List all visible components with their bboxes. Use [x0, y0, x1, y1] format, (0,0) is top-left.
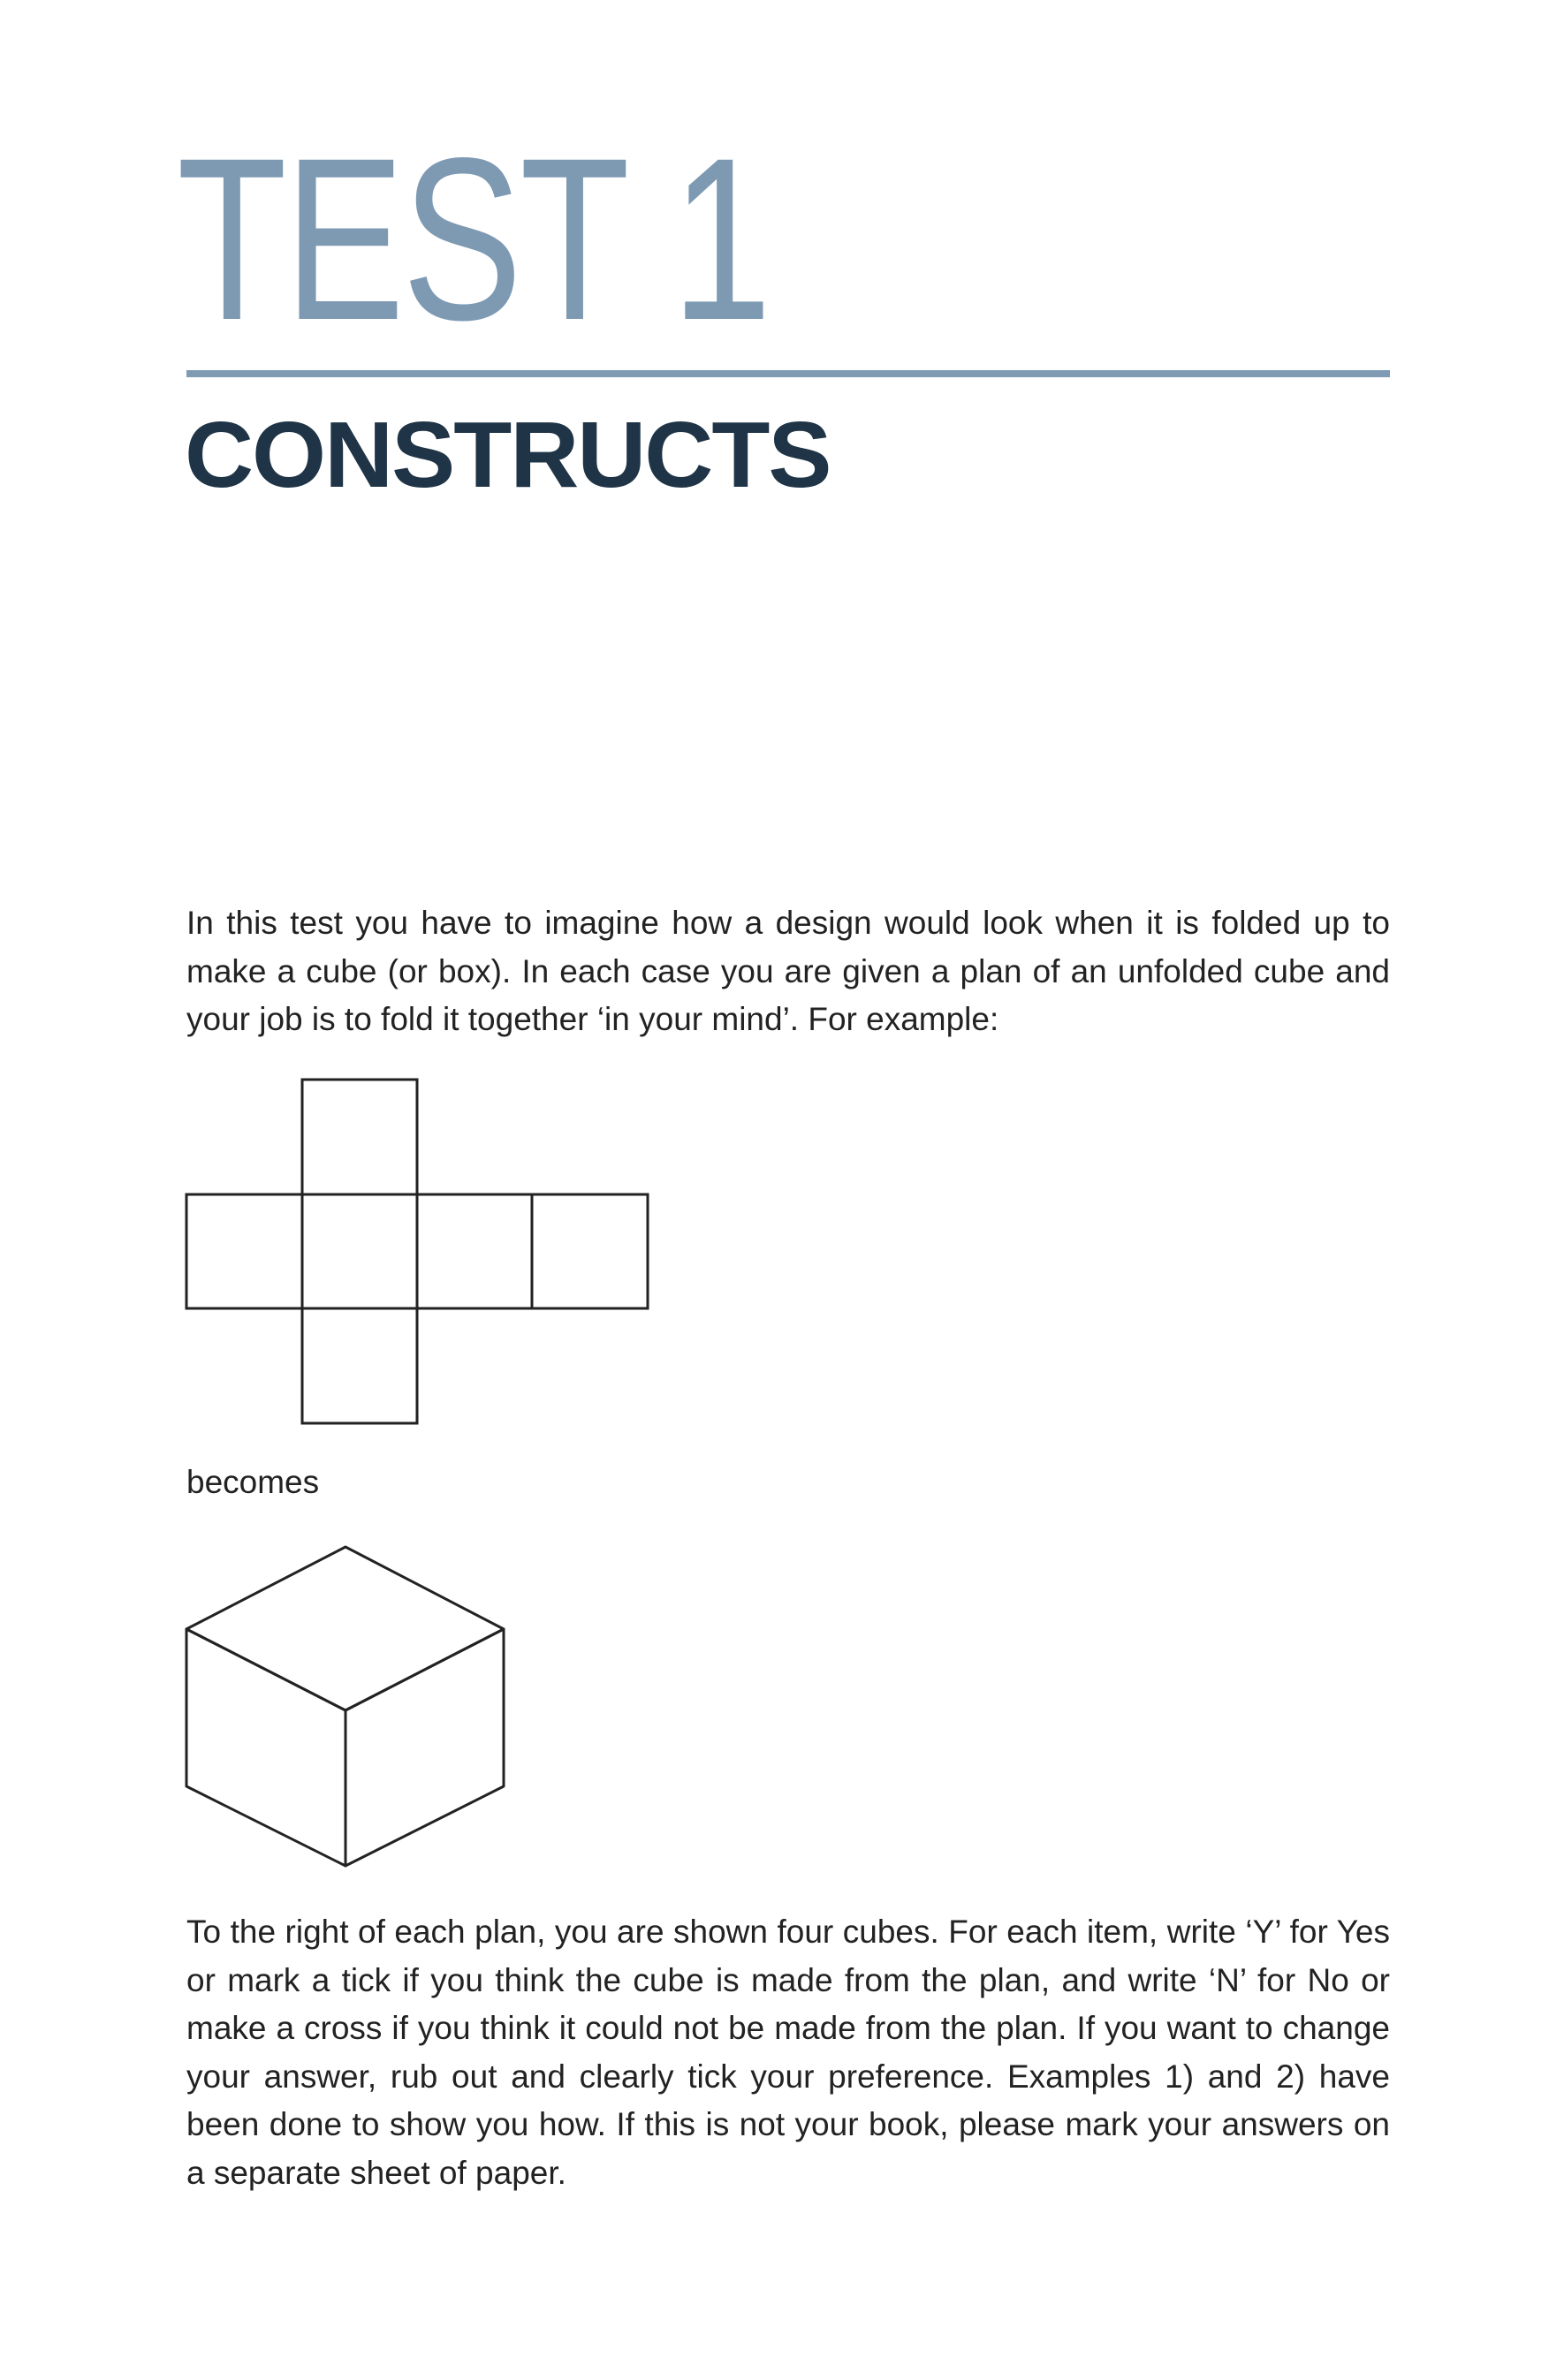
net-face-left [186, 1194, 302, 1308]
cube-right-face [345, 1629, 504, 1866]
net-face-center [302, 1194, 417, 1308]
net-face-bottom [302, 1308, 417, 1423]
net-face-right [417, 1194, 532, 1308]
becomes-label: becomes [186, 1464, 320, 1500]
net-face-far-right [532, 1194, 648, 1308]
unfolded-cube-net [186, 1080, 648, 1423]
cube-top-face [186, 1547, 504, 1710]
page-title: TEST 1 [177, 110, 770, 368]
net-face-top [302, 1080, 417, 1194]
folded-cube [186, 1547, 504, 1866]
section-subtitle: CONSTRUCTS [185, 403, 831, 507]
cube-left-face [186, 1629, 345, 1866]
intro-paragraph: In this test you have to imagine how a design would look when it is folded up to make a cube (or box). In each case you are given a plan of an unfolded cube and your job is to fold it together ‘in your mind’. For example: [186, 905, 1390, 1037]
instructions-paragraph: To the right of each plan, you are shown four cubes. For each item, write ‘Y’ for Yes or mark a tick if you think the cube is made from the plan, and write ‘N’ for No or make a cross if you think it could not be made from the plan. If you want to change your answer, rub out and clearly tick your preference. Examples 1) and 2) have been done to show you how. If this is not your book, please mark your answers on a separate sheet of paper. [186, 1914, 1390, 2191]
